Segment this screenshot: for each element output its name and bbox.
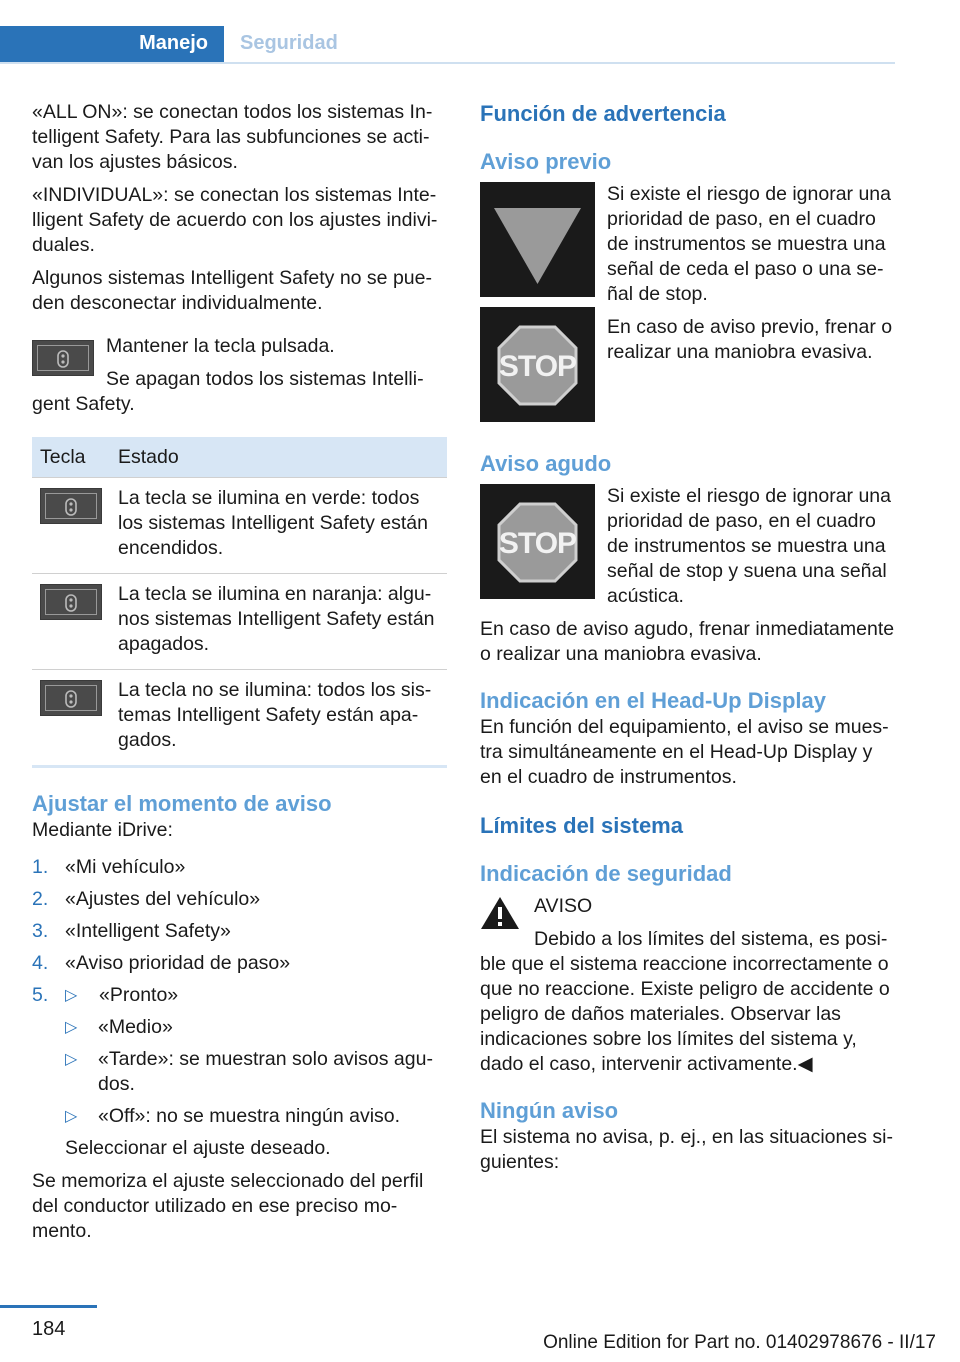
tab-seguridad[interactable]: Seguridad: [240, 32, 338, 54]
via-idrive: Mediante iDrive:: [32, 819, 173, 841]
paragraph-all-on: «ALL ON»: se conectan todos los sistemas Intelligent Safety. Para las subfunciones se activan los ajustes básicos.: [32, 101, 433, 173]
stop-sign-icon: [480, 307, 595, 422]
pre-warning-text: Si existe el riesgo de ignorar una prioridad de paso, en el cuadro de instrumentos se muestra una señal de ceda el paso o una señal de stop. En caso de aviso previo, frenar o realizar una maniobra evasiva.: [607, 183, 893, 363]
edition-note: Online Edition for Part no. 01402978676 - II/17: [543, 1332, 936, 1353]
warning-title: AVISO: [534, 895, 593, 917]
table-row: [32, 670, 447, 767]
triangle-bullet-icon: ▷: [65, 987, 78, 1004]
state-table: [32, 437, 447, 768]
list-item: 1. «Mi vehículo»: [32, 856, 186, 878]
table-cell-state: La tecla no se ilumina: todos los sistemas Intelligent Safety están apagados.: [110, 670, 447, 767]
warning-text: Debido a los límites del sistema, es posible que el sistema reaccione incorrectamente o que no reaccione. Existe peligro de accidente o peligro de daños materiales. Observar las indicaciones sobre los límites del sistema y, dado el caso, intervenir activamente.◀: [480, 928, 890, 1075]
list-item: 5. ▷ «Pronto»: [32, 983, 447, 1008]
stop-sign-text: STOP: [498, 350, 577, 383]
safety-button-off-icon: [40, 680, 102, 716]
heading-adjust-timing: Ajustar el momento de aviso: [32, 791, 332, 816]
list-item: 3. «Intelligent Safety»: [32, 920, 231, 942]
option-item: ▷ «Medio»: [65, 1016, 173, 1038]
right-column: [480, 100, 895, 1175]
heading-warning-function: Función de advertencia: [480, 101, 726, 126]
heading-pre-warning: Aviso previo: [480, 149, 612, 174]
pre-warning-block: [480, 182, 895, 422]
option-item: ▷ «Pronto»: [65, 984, 179, 1006]
table-cell-state: La tecla se ilumina en verde: todos los sistemas Intelligent Safety están encendidos.: [110, 478, 447, 574]
option-item: ▷ «Off»: no se muestra ningún aviso.: [65, 1105, 401, 1127]
table-row: [32, 478, 447, 574]
list-item: 2. «Ajustes del vehículo»: [32, 888, 261, 910]
sign-column: [480, 182, 595, 422]
table-header-state: Estado: [110, 437, 447, 478]
hud-text: En función del equipamiento, el aviso se muestra simultáneamente en el Head-Up Display y en el cuadro de instrumentos.: [480, 716, 889, 788]
paragraph-individual: «INDIVIDUAL»: se conectan los sistemas Intelligent Safety de acuerdo con los ajustes individuales.: [32, 184, 438, 256]
options-list: [32, 1015, 447, 1161]
safety-button-orange-icon: [40, 584, 102, 620]
stop-sign-icon: [480, 484, 595, 599]
warning-box: [480, 894, 895, 1077]
yield-sign-icon: [480, 182, 595, 297]
memo-text: Se memoriza el ajuste seleccionado del perfil del conductor utilizado en ese preciso momento.: [32, 1170, 424, 1242]
triangle-bullet-icon: ▷: [65, 1019, 78, 1036]
option-item: ▷ «Tarde»: se muestran solo avisos agudos.: [65, 1048, 433, 1095]
footer-rule: [0, 1305, 97, 1308]
table-row: [32, 574, 447, 670]
triangle-bullet-icon: ▷: [65, 1051, 78, 1068]
header-bar: [0, 26, 895, 64]
table-cell-state: La tecla se ilumina en naranja: algunos sistemas Intelligent Safety están apagados.: [110, 574, 447, 670]
tab-manejo[interactable]: [0, 26, 224, 62]
paragraph-not-individual: Algunos sistemas Intelligent Safety no se pueden desconectar individualmente.: [32, 267, 432, 314]
heading-system-limits: Límites del sistema: [480, 813, 683, 838]
hold-instruction: [32, 334, 447, 417]
heading-no-warning: Ningún aviso: [480, 1098, 619, 1123]
safety-button-icon: [32, 340, 94, 381]
select-setting: Seleccionar el ajuste deseado.: [65, 1137, 331, 1159]
list-item: 4. «Aviso prioridad de paso»: [32, 952, 291, 974]
steps-list: [32, 855, 447, 1008]
tab-manejo-label: Manejo: [139, 32, 208, 54]
acute-warning-text: Si existe el riesgo de ignorar una prioridad de paso, en el cuadro de instrumentos se muestra una señal de stop y suena una señal acústica.: [607, 485, 891, 607]
stop-sign-text: STOP: [498, 527, 577, 560]
triangle-bullet-icon: ▷: [65, 1108, 78, 1125]
acute-action: En caso de aviso agudo, frenar inmediatamente o realizar una maniobra evasiva.: [480, 618, 895, 665]
heading-acute-warning: Aviso agudo: [480, 451, 612, 476]
hold-result: Se apagan todos los sistemas Intelligent Safety.: [32, 368, 424, 415]
acute-warning-block: [480, 484, 895, 609]
heading-hud: Indicación en el Head-Up Display: [480, 688, 826, 713]
left-column: [32, 100, 447, 1244]
page-number: 184: [32, 1318, 66, 1340]
hold-text: Mantener la tecla pulsada.: [106, 335, 335, 357]
no-warning-text: El sistema no avisa, p. ej., en las situaciones siguientes:: [480, 1126, 893, 1173]
table-header-key: Tecla: [32, 437, 110, 478]
heading-safety-note: Indicación de seguridad: [480, 861, 732, 886]
safety-button-green-icon: [40, 488, 102, 524]
warning-triangle-icon: [480, 896, 520, 930]
